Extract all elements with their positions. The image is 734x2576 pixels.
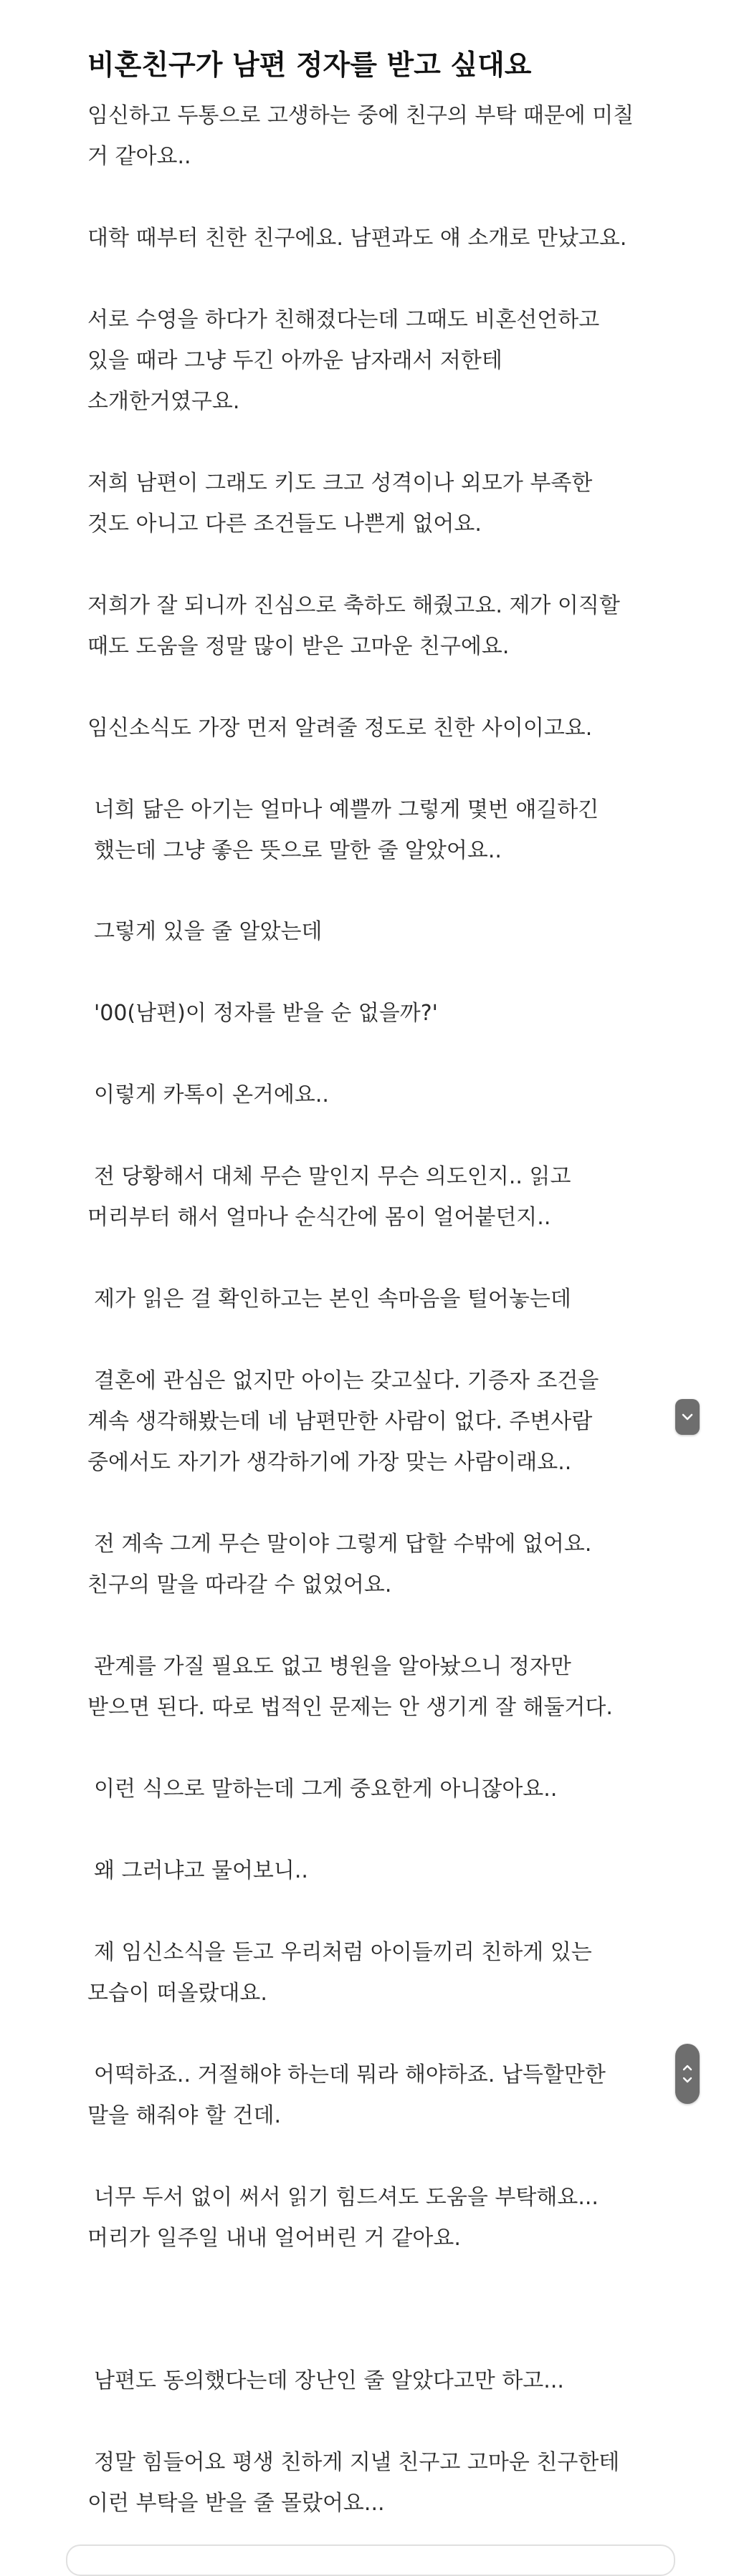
post-line: 전 계속 그게 무슨 말이야 그렇게 답할 수밖에 없어요. <box>94 1532 592 1557</box>
post-line: 제가 읽은 걸 확인하고는 본인 속마음을 털어놓는데 <box>94 1287 571 1312</box>
post-line: 결혼에 관심은 없지만 아이는 갖고싶다. 기증자 조건을 <box>94 1368 599 1393</box>
comment-input[interactable] <box>66 2544 675 2576</box>
post-line: 것도 아니고 다른 조건들도 나쁜게 없어요. <box>87 511 482 537</box>
post-line: 어떡하죠.. 거절해야 하는데 뭐라 해야하죠. 납득할만한 <box>94 2062 606 2087</box>
post-line: 너희 닮은 아기는 얼마나 예쁠까 그렇게 몇번 얘길하긴 <box>94 797 599 822</box>
post-line: 그렇게 있을 줄 알았는데 <box>94 919 323 944</box>
post-line: 이렇게 카톡이 온거에요.. <box>94 1082 329 1107</box>
post-line: 때도 도움을 정말 많이 받은 고마운 친구에요. <box>87 634 510 659</box>
post-line: 친구의 말을 따라갈 수 없었어요. <box>87 1572 392 1597</box>
post-line: 했는데 그냥 좋은 뜻으로 말한 줄 알았어요.. <box>94 838 502 863</box>
post-title: 비혼친구가 남편 정자를 받고 싶대요 <box>87 49 532 82</box>
post-line: 머리가 일주일 내내 얼어버린 거 같아요. <box>87 2226 461 2251</box>
scroll-down-button[interactable] <box>675 1399 700 1435</box>
post-line: 대학 때부터 친한 친구에요. 남편과도 얘 소개로 만났고요. <box>87 226 627 251</box>
post-line: 있을 때라 그냥 두긴 아까운 남자래서 저한테 <box>87 348 502 373</box>
post-line: 서로 수영을 하다가 친해졌다는데 그때도 비혼선언하고 <box>87 307 600 332</box>
post-line: 머리부터 해서 얼마나 순식간에 몸이 얼어붙던지.. <box>87 1205 551 1230</box>
post-line: 남편도 동의했다는데 장난인 줄 알았다고만 하고... <box>94 2368 564 2393</box>
post-line: 전 당황해서 대체 무슨 말인지 무슨 의도인지.. 읽고 <box>94 1164 571 1189</box>
post-line: 저희 남편이 그래도 키도 크고 성격이나 외모가 부족한 <box>87 471 593 496</box>
post-line: 임신하고 두통으로 고생하는 중에 친구의 부탁 때문에 미칠 <box>87 103 634 128</box>
post-line: 소개한거였구요. <box>87 389 240 414</box>
post-line: 이런 식으로 말하는데 그게 중요한게 아니잖아요.. <box>94 1777 558 1802</box>
post-line: 거 같아요.. <box>87 144 191 169</box>
chevron-down-icon <box>681 1413 694 1421</box>
chevron-up-icon[interactable] <box>682 2064 693 2072</box>
post-line: 관계를 가질 필요도 없고 병원을 알아놨으니 정자만 <box>94 1654 571 1679</box>
chevron-down-icon[interactable] <box>682 2076 693 2084</box>
post-line: 너무 두서 없이 써서 읽기 힘드셔도 도움을 부탁해요... <box>94 2185 599 2210</box>
post-line: 모습이 떠올랐대요. <box>87 1981 267 2006</box>
post-line: 말을 해줘야 할 건데. <box>87 2103 281 2128</box>
post-line: 정말 힘들어요 평생 친하게 지낼 친구고 고마운 친구한테 <box>94 2450 620 2475</box>
post-line: 왜 그러냐고 물어보니.. <box>94 1858 308 1883</box>
post-line: 받으면 된다. 따로 법적인 문제는 안 생기게 잘 해둘거다. <box>87 1695 613 1720</box>
post-line: 이런 부탁을 받을 줄 몰랐어요... <box>87 2491 385 2516</box>
post-line: 계속 생각해봤는데 네 남편만한 사람이 없다. 주변사람 <box>87 1409 593 1434</box>
scroll-up-down-button[interactable] <box>675 2044 700 2104</box>
post-line: 임신소식도 가장 먼저 알려줄 정도로 친한 사이이고요. <box>87 716 593 741</box>
post-line: 저희가 잘 되니까 진심으로 축하도 해줬고요. 제가 이직할 <box>87 593 620 618</box>
post-line: 제 임신소식을 듣고 우리처럼 아이들끼리 친하게 있는 <box>94 1940 592 1965</box>
post-line: 중에서도 자기가 생각하기에 가장 맞는 사람이래요.. <box>87 1450 572 1475</box>
post-line: '00(남편)이 정자를 받을 순 없을까?' <box>94 1001 438 1026</box>
